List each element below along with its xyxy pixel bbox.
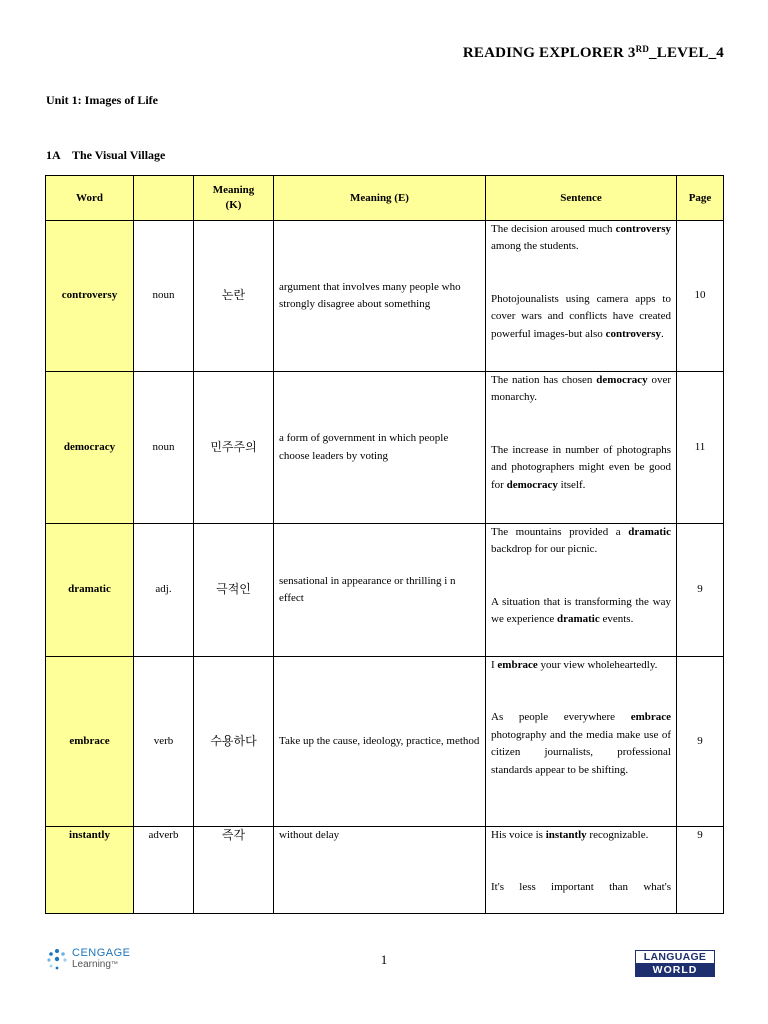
meaning-english-cell: argument that involves many people who strongly disagree about something <box>274 221 486 372</box>
sentence-cell <box>486 827 677 914</box>
language-world-logo <box>635 950 715 977</box>
unit-title: Unit 1: Images of Life <box>46 93 158 107</box>
page-cell: 9 <box>677 657 724 827</box>
part-of-speech-cell: noun <box>134 372 194 524</box>
trademark-symbol: ™ <box>110 961 118 968</box>
section-number: 1A <box>46 148 61 162</box>
meaning-korean-cell: 극적인 <box>194 524 274 657</box>
table-row <box>46 221 724 372</box>
meaning-korean-cell: 즉각 <box>194 827 274 914</box>
meaning-english-cell: without delay <box>274 827 486 914</box>
table-row <box>46 524 724 657</box>
word-cell: controversy <box>46 221 134 372</box>
meaning-korean-cell: 민주주의 <box>194 372 274 524</box>
meaning-korean-cell: 논란 <box>194 221 274 372</box>
word-cell: dramatic <box>46 524 134 657</box>
header-page: Page <box>677 176 724 221</box>
header-meaning-korean: Meaning (K) <box>194 176 274 221</box>
word-cell: instantly <box>46 827 134 914</box>
page-cell: 10 <box>677 221 724 372</box>
sentence-cell <box>486 372 677 524</box>
example-sentence-2: A situation that is transforming the way we experience dramatic events. <box>491 595 671 626</box>
table-row <box>46 827 724 914</box>
part-of-speech-cell: verb <box>134 657 194 827</box>
meaning-korean-cell: 수용하다 <box>194 657 274 827</box>
page-cell: 9 <box>677 524 724 657</box>
language-world-line1: LANGUAGE <box>635 950 715 964</box>
meaning-english-cell: sensational in appearance or thrilling i n effect <box>274 524 486 657</box>
cengage-logo-line1: CENGAGE <box>72 947 131 959</box>
cengage-logo-line2: Learning <box>72 959 111 970</box>
example-sentence-1: The decision aroused much controversy among the students. <box>491 223 671 253</box>
example-sentence-1: His voice is instantly recognizable. <box>491 829 649 841</box>
example-sentence-1: The mountains provided a dramatic backdrop for our picnic. <box>491 526 671 556</box>
meaning-english-cell: Take up the cause, ideology, practice, method <box>274 657 486 827</box>
sentence-cell <box>486 221 677 372</box>
section-title <box>46 148 165 163</box>
example-sentence-2: It's less important than what's <box>491 881 671 894</box>
header-word: Word <box>46 176 134 221</box>
language-world-line2: WORLD <box>635 964 715 977</box>
table-row <box>46 372 724 524</box>
document-header-title: READING EXPLORER 3RD_LEVEL_4 <box>462 44 724 61</box>
table-row <box>46 657 724 827</box>
part-of-speech-cell: noun <box>134 221 194 372</box>
page-number: 1 <box>380 952 388 967</box>
page-cell: 9 <box>677 827 724 914</box>
header-part-of-speech <box>134 176 194 221</box>
vocabulary-table <box>45 175 724 914</box>
example-sentence-2: The increase in number of photographs and photographers might even be good for democracy itself. <box>491 443 671 491</box>
word-cell: democracy <box>46 372 134 524</box>
header-meaning-english: Meaning (E) <box>274 176 486 221</box>
word-cell: embrace <box>46 657 134 827</box>
page-cell: 11 <box>677 372 724 524</box>
meaning-english-cell: a form of government in which people choose leaders by voting <box>274 372 486 524</box>
example-sentence-2: Photojounalists using camera apps to cover wars and conflicts have created powerful images-but also controversy. <box>491 292 671 340</box>
example-sentence-1: I embrace your view wholeheartedly. <box>491 659 658 671</box>
part-of-speech-cell: adj. <box>134 524 194 657</box>
section-name: The Visual Village <box>72 148 166 162</box>
example-sentence-2: As people everywhere embrace photography and the media make use of citizen journalists, professional standards appear to be shifting. <box>491 711 671 776</box>
header-sentence: Sentence <box>486 176 677 221</box>
example-sentence-1: The nation has chosen democracy over monarchy. <box>491 374 672 404</box>
sentence-cell <box>486 657 677 827</box>
sentence-cell <box>486 524 677 657</box>
table-header-row <box>46 176 724 221</box>
part-of-speech-cell: adverb <box>134 827 194 914</box>
